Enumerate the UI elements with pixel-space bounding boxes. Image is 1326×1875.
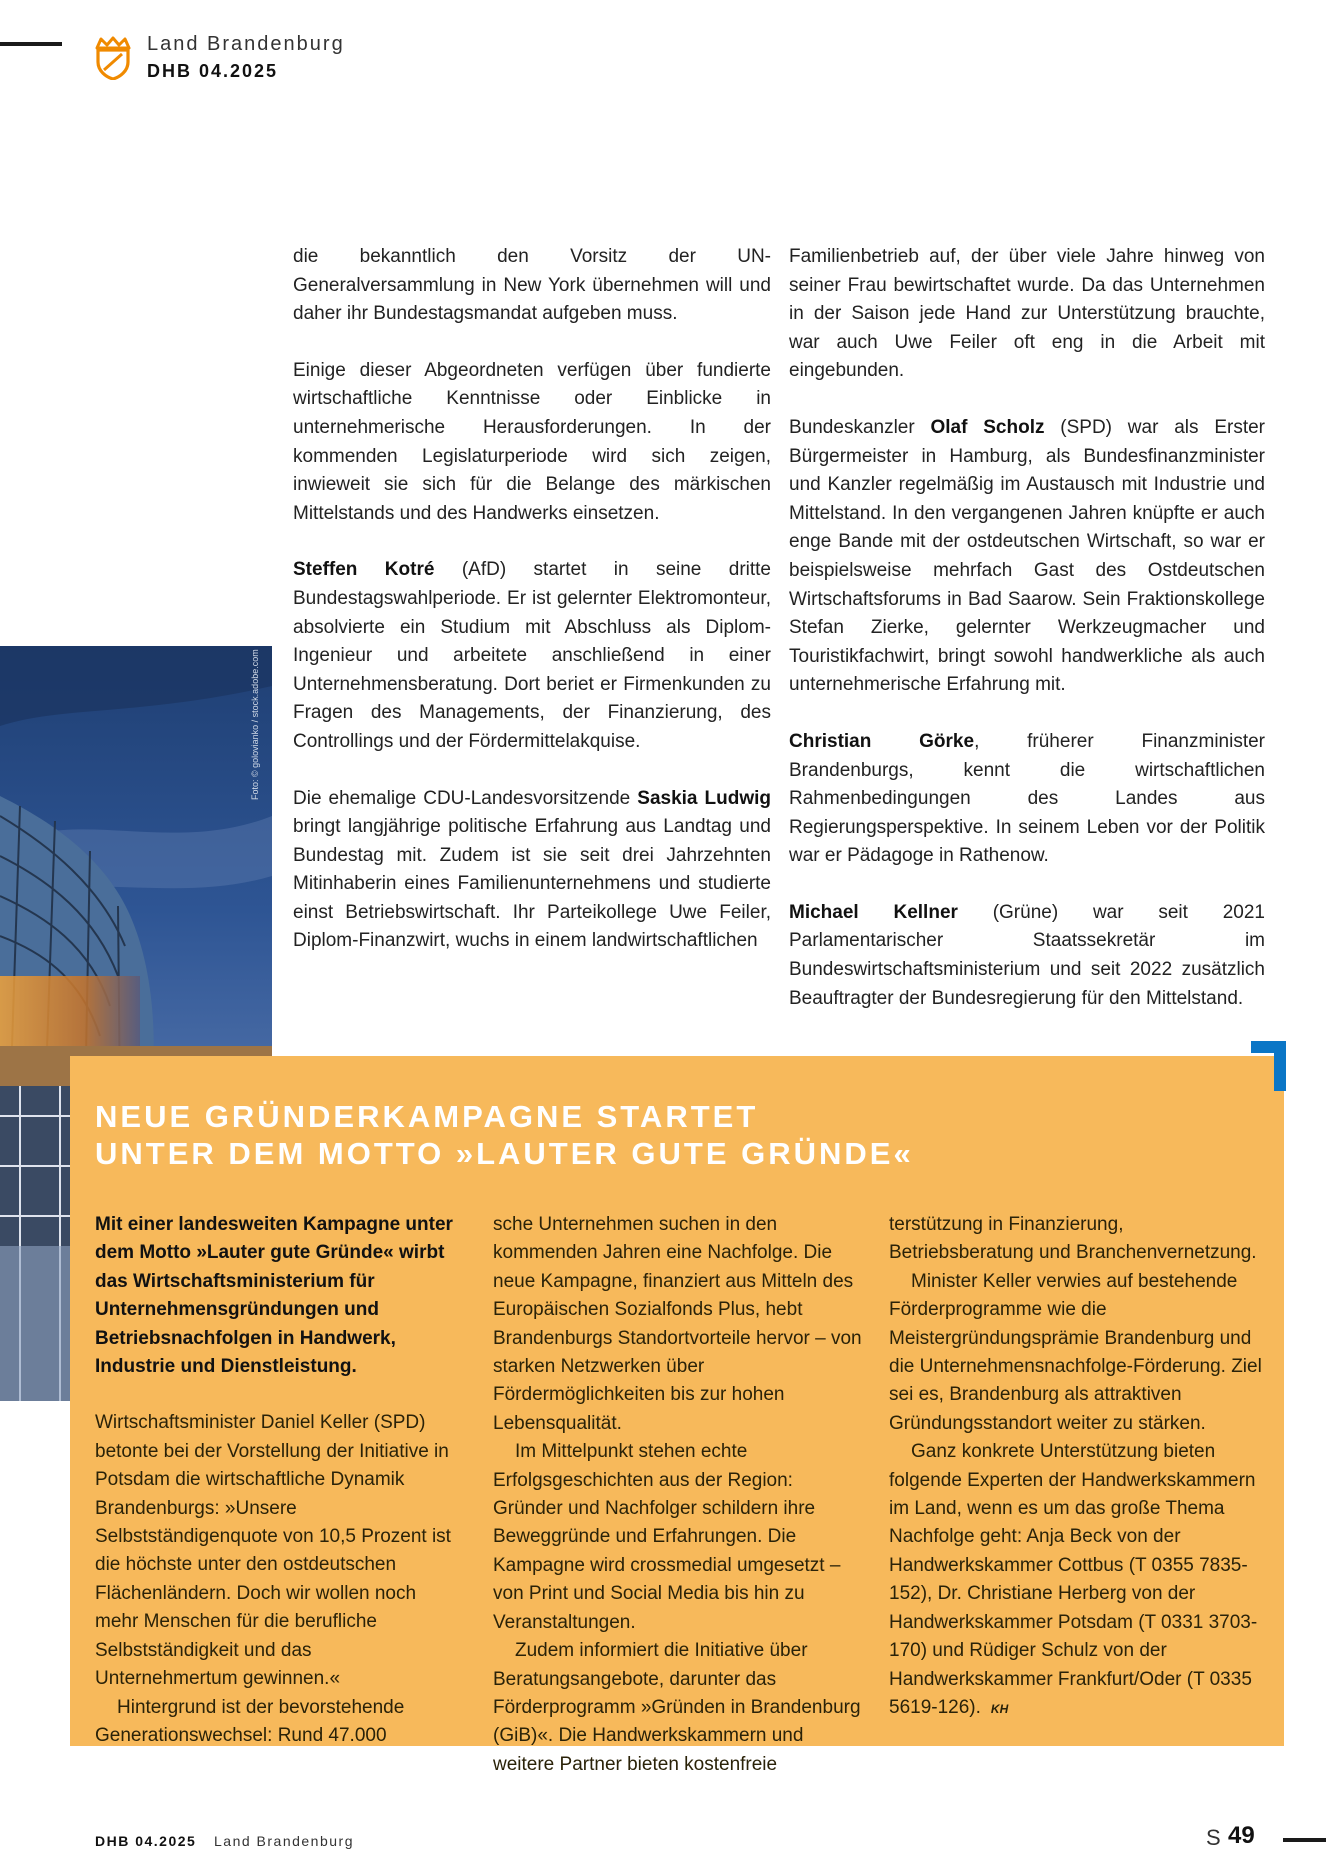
box-column-3	[889, 1211, 1269, 1723]
box-title: NEUE GRÜNDERKAMPAGNE STARTET UNTER DEM MOTTO »LAUTER GUTE GRÜNDE«	[95, 1099, 914, 1171]
box-lead: Mit einer landesweiten Kampagne unter dem Motto »Lauter gute Gründe« wirbt das Wirtschaftsministerium für Unternehmensgründungen und Betriebsnachfolgen in Handwerk, Industrie und Dienstleistung.	[95, 1214, 453, 1378]
footer-page-prefix: S	[1206, 1825, 1221, 1850]
paragraph: Steffen Kotré (AfD) startet in seine dritte Bundestagswahlperiode. Er ist gelernter Elektromonteur, absolvierte ein Studium mit Abschluss als Diplom-Ingenieur und arbeitete anschließend in einer Unternehmensberatung. Dort beriet er Firmenkunden zu Fragen des Managements, der Finanzierung, des Controllings und der Fördermittelakquise.	[293, 559, 772, 752]
article-column-2	[789, 243, 1265, 1041]
header-issue: DHB 04.2025	[147, 61, 279, 81]
box-paragraph: Im Mittelpunkt stehen echte Erfolgsgeschichten aus der Region: Gründer und Nachfolger schildern ihre Beweggründe und Erfahrungen. Die Kampagne wird crossmedial umgesetzt – von Print und Social Media bis hin zu Veranstaltungen.	[493, 1441, 841, 1633]
paragraph: Familienbetrieb auf, der über viele Jahre hinweg von seiner Frau bewirtschaftet wurde. Da das Unternehmen in der Saison jede Hand zur Unterstützung brauchte, war auch Uwe Feiler oft eng in die Arbeit mit eingebunden.	[789, 246, 1265, 382]
box-paragraph-continued: terstützung in Finanzierung, Betriebsberatung und Branchenvernetzung.	[889, 1214, 1257, 1264]
footer-rule	[1283, 1838, 1326, 1842]
header-region: Land Brandenburg	[147, 33, 345, 55]
brandenburg-crown-shield-icon	[93, 36, 133, 80]
author-initials: KH	[990, 1701, 1009, 1716]
header-rule	[0, 42, 62, 46]
paragraph: Die ehemalige CDU-Landesvorsitzende Saskia Ludwig bringt langjährige politische Erfahrung aus Landtag und Bundestag mit. Zudem ist sie seit drei Jahrzehnten Mitinhaberin eines Familienunternehmens und studierte einst Betriebswirtschaft. Ihr Parteikollege Uwe Feiler, Diplom-Finanzwirt, wuchs in einem landwirtschaftlichen	[293, 787, 771, 952]
photo-credit: Foto: © golovianko / stock.adobe.com	[250, 649, 260, 800]
page-number: 49	[1228, 1822, 1255, 1849]
box-column-1	[95, 1211, 455, 1751]
box-paragraph: Ganz konkrete Unterstützung bieten folgende Experten der Handwerkskammern im Land, wenn es um das große Thema Nachfolge geht: Anja Beck von der Handwerkskammer Cottbus (T 0355 7835-152), Dr. Christiane Herberg von der Handwerkskammer Potsdam (T 0331 3703-170) und Rüdiger Schulz von der Handwerkskammer Frankfurt/Oder (T 0335 5619-126). KH	[889, 1441, 1258, 1718]
paragraph: Bundeskanzler Olaf Scholz (SPD) war als Erster Bürgermeister in Hamburg, als Bundesfinanzminister und Kanzler regelmäßig im Austausch mit Industrie und Mittelstand. In den vergangenen Jahren knüpfte er auch enge Bande mit der ostdeutschen Wirtschaft, so war er beispielsweise mehrfach Gast des Ostdeutschen Wirtschaftsforums in Bad Saarow. Sein Fraktionskollege Stefan Zierke, gelernter Werkzeugmacher und Touristikfachwirt, bringt sowohl handwerkliche als auch unternehmerische Erfahrung mit.	[789, 416, 1265, 696]
box-paragraph: Hintergrund ist der bevorstehende Generationswechsel: Rund 47.000	[95, 1696, 405, 1746]
paragraph: Michael Kellner (Grüne) war seit 2021 Parlamentarischer Staatssekretär im Bundeswirtschaftsministerium und seit 2022 zusätzlich Beauftragter der Bundesregierung für den Mittelstand.	[789, 901, 1265, 1009]
footer-region: Land Brandenburg	[214, 1833, 354, 1849]
box-column-2	[493, 1211, 863, 1779]
paragraph: Christian Görke, früherer Finanzminister Brandenburgs, kennt die wirtschaftlichen Rahmenbedingungen des Landes aus Regierungsperspektive. In seinem Leben vor der Politik war er Pädagoge in Rathenow.	[789, 730, 1265, 867]
article-column-1	[293, 243, 771, 984]
box-paragraph: Zudem informiert die Initiative über Beratungsangebote, darunter das Förderprogramm »Gründen in Brandenburg (GiB)«. Die Handwerkskammern und weitere Partner bieten kostenfreie	[493, 1640, 861, 1775]
box-paragraph-continued: sche Unternehmen suchen in den kommenden Jahren eine Nachfolge. Die neue Kampagne, finanziert aus Mitteln des Europäischen Sozialfonds Plus, hebt Brandenburgs Standortvorteile hervor – von starken Netzwerken über Fördermöglichkeiten bis zur hohen Lebensqualität.	[493, 1214, 862, 1434]
box-paragraph: Minister Keller verwies auf bestehende Förderprogramme wie die Meistergründungsprämie Brandenburg und die Unternehmensnachfolge-Förderung. Ziel sei es, Brandenburg als attraktiven Gründungsstandort weiter zu stärken.	[889, 1270, 1262, 1434]
paragraph: die bekanntlich den Vorsitz der UN-Generalversammlung in New York übernehmen will und daher ihr Bundestagsmandat aufgeben muss.	[293, 246, 771, 325]
box-paragraph: Wirtschaftsminister Daniel Keller (SPD) betonte bei der Vorstellung der Initiative in Potsdam die wirtschaftliche Dynamik Brandenburgs: »Unsere Selbstständigenquote von 10,5 Prozent ist die höchste unter den ostdeutschen Flächenländern. Doch wir wollen noch mehr Menschen für die berufliche Selbstständigkeit und das Unternehmertum gewinnen.«	[95, 1412, 451, 1690]
paragraph: Einige dieser Abgeordneten verfügen über fundierte wirtschaftliche Kenntnisse oder Einblicke in unternehmerische Herausforderungen. In der kommenden Legislaturperiode wird sich zeigen, inwieweit sie sich für die Belange des märkischen Mittelstands und des Handwerks einsetzen.	[293, 359, 771, 524]
box-corner-accent	[1274, 1041, 1286, 1091]
footer-issue: DHB 04.2025	[95, 1833, 197, 1849]
